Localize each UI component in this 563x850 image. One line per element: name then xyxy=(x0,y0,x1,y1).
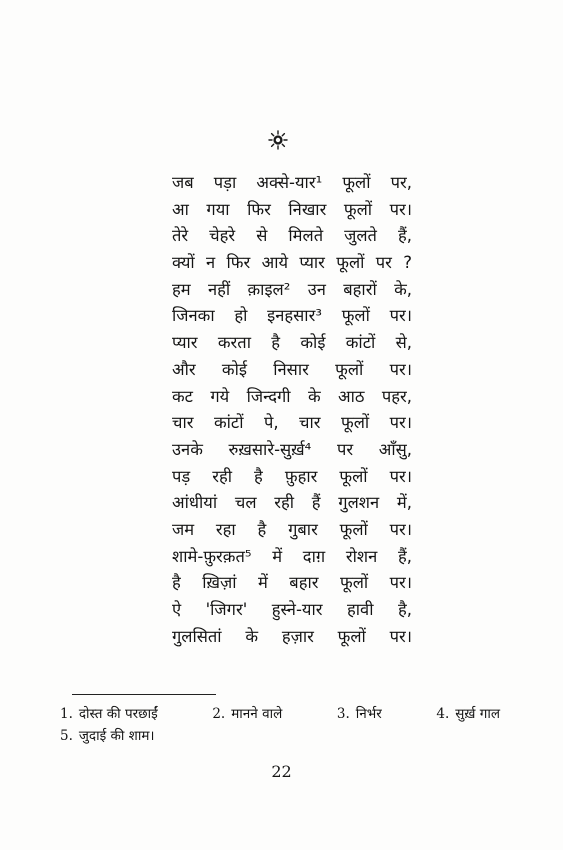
poem-line: आ गया फिर निखार फूलों पर। xyxy=(172,199,412,219)
footnote-item xyxy=(60,725,155,747)
poem-line: और कोई निसार फूलों पर। xyxy=(172,359,412,379)
footnote-text: सुर्ख़ गाल xyxy=(455,706,500,722)
poem-line: तेरे चेहरे से मिलते जुलते हैं, xyxy=(172,226,412,246)
footnote-item xyxy=(436,703,500,725)
footnote-row xyxy=(60,725,500,747)
footnotes xyxy=(60,703,500,747)
poem-line: जिनका हो इनहसार³ फूलों पर। xyxy=(172,306,412,326)
poem-line: उनके रुख़सारे-सुर्ख़⁴ पर आँसु, xyxy=(172,439,412,459)
footnote-divider xyxy=(72,694,216,695)
footnote-text: मानने वाले xyxy=(231,706,283,722)
footnote-text: निर्भर xyxy=(355,706,382,722)
page-number: 22 xyxy=(271,762,292,781)
poem-text xyxy=(172,170,412,650)
footnote-number: 4. xyxy=(436,706,450,722)
poem-line: जम रहा है गुबार फूलों पर। xyxy=(172,519,412,539)
footnote-item xyxy=(60,703,158,725)
poem-line: प्यार करता है कोई कांटों से, xyxy=(172,333,412,353)
poem-line: आंधीयां चल रही हैं गुलशन में, xyxy=(172,493,412,513)
poem-line: ऐ 'जिगर' हुस्ने-यार हावी है, xyxy=(172,600,412,619)
poem-line: शामे-फ़ुरक़त⁵ में दाग़ रोशन हैं, xyxy=(172,546,412,566)
sun-burst-icon xyxy=(268,130,288,150)
poem-line: गुलसितां के हज़ार फूलों पर। xyxy=(172,626,412,646)
footnote-text: जुदाई की शाम। xyxy=(78,728,155,744)
poem-line: क्यों न फिर आये प्यार फूलों पर ? xyxy=(172,253,412,273)
poem-line: चार कांटों पे, चार फूलों पर। xyxy=(172,413,412,433)
footnote-text: दोस्त की परछाईं xyxy=(78,706,158,722)
footnote-row xyxy=(60,703,500,725)
footnote-item xyxy=(337,703,382,725)
footnote-number: 5. xyxy=(60,728,73,744)
poem-line: पड़ रही है फ़ुहार फूलों पर। xyxy=(172,466,412,486)
footnote-number: 1. xyxy=(60,706,73,722)
footnote-item xyxy=(212,703,282,725)
poem-line: है ख़िज़ां में बहार फूलों पर। xyxy=(172,573,412,593)
footnote-number: 3. xyxy=(336,706,350,722)
poem-line: जब पड़ा अक्से-यार¹ फूलों पर, xyxy=(172,173,412,192)
poem-line: हम नहीं क़ाइल² उन बहारों के, xyxy=(172,279,412,299)
footnote-number: 2. xyxy=(212,706,226,722)
poem-line: कट गये जिन्दगी के आठ पहर, xyxy=(172,386,412,406)
